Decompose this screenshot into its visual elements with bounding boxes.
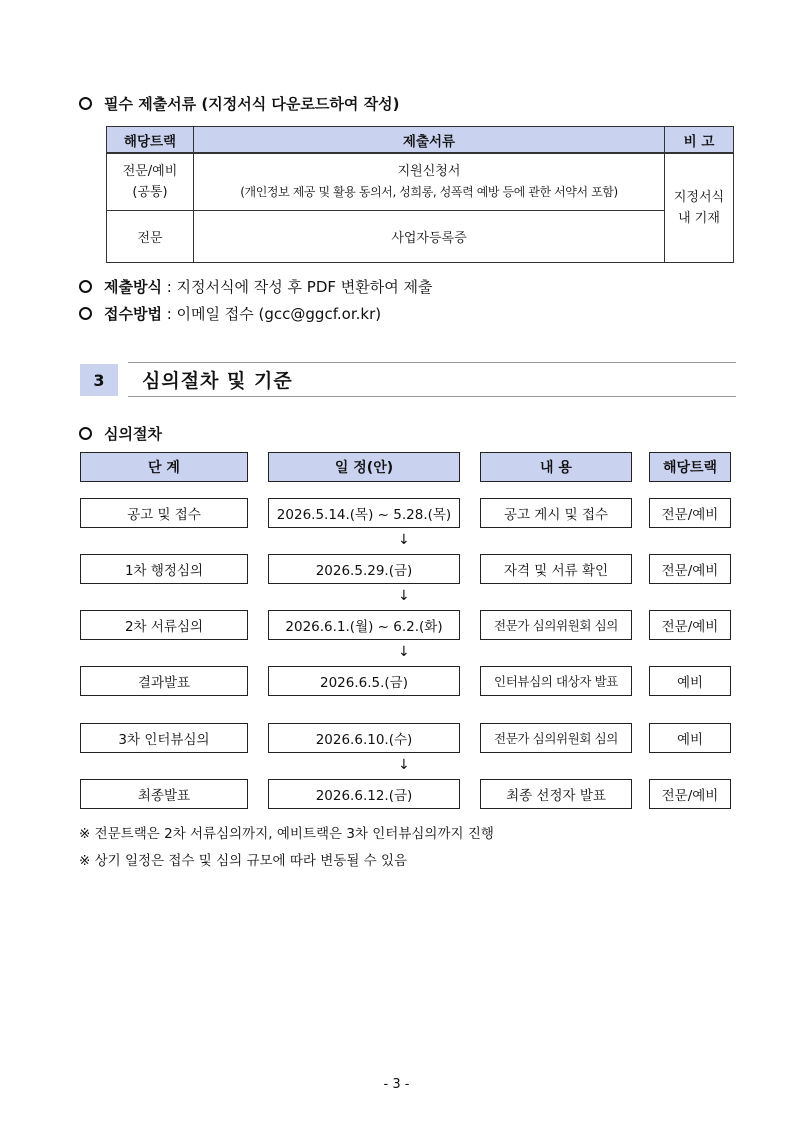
table-row xyxy=(107,153,734,210)
submission-method xyxy=(79,276,432,297)
note-line-1: 지정서식 xyxy=(673,189,725,205)
schedule-box: 2026.6.12.(금) xyxy=(268,779,460,809)
circle-bullet-icon xyxy=(79,97,92,110)
note-cell xyxy=(665,153,734,262)
stage-box: 결과발표 xyxy=(80,666,248,696)
doc-sub-text: (개인정보 제공 및 활용 동의서, 성희롱, 성폭력 예방 등에 관한 서약서 포함) xyxy=(240,184,618,199)
content-box: 공고 게시 및 접수 xyxy=(480,498,632,528)
method-value: : 지정서식에 작성 후 PDF 변환하여 제출 xyxy=(161,278,433,296)
process-note: ※ 상기 일정은 접수 및 심의 규모에 따라 변동될 수 있음 xyxy=(79,853,408,869)
method-label: 제출방식 xyxy=(104,278,162,296)
required-docs-title: 필수 제출서류 (지정서식 다운로드하여 작성) xyxy=(104,95,400,113)
track-cell: 전문 xyxy=(107,210,194,262)
schedule-box: 2026.6.5.(금) xyxy=(268,666,460,696)
required-docs-table xyxy=(106,126,734,263)
track-cell xyxy=(107,153,194,210)
receipt-method xyxy=(79,303,381,324)
circle-bullet-icon xyxy=(79,280,92,293)
header-track: 해당트랙 xyxy=(107,127,194,154)
content-box: 전문가 심의위원회 심의 xyxy=(480,723,632,753)
schedule-box: 2026.5.29.(금) xyxy=(268,554,460,584)
header-note: 비 고 xyxy=(665,127,734,154)
section-bottom-line xyxy=(128,396,736,397)
doc-cell xyxy=(194,153,665,210)
content-box: 전문가 심의위원회 심의 xyxy=(480,610,632,640)
stage-box: 공고 및 접수 xyxy=(80,498,248,528)
page-number: - 3 - xyxy=(383,1077,410,1092)
required-docs-heading xyxy=(79,93,399,114)
down-arrow-icon: ↓ xyxy=(398,588,410,604)
note-line-2: 내 기재 xyxy=(678,210,720,226)
stage-box: 2차 서류심의 xyxy=(80,610,248,640)
content-box: 인터뷰심의 대상자 발표 xyxy=(480,666,632,696)
table-header-row xyxy=(107,127,734,154)
track-box: 전문/예비 xyxy=(649,554,731,584)
header-content: 내 용 xyxy=(480,452,632,482)
doc-text: 지원신청서 xyxy=(397,163,461,179)
table-row xyxy=(107,210,734,262)
schedule-box: 2026.6.10.(수) xyxy=(268,723,460,753)
stage-box: 최종발표 xyxy=(80,779,248,809)
down-arrow-icon: ↓ xyxy=(398,532,410,548)
track-box: 예비 xyxy=(649,666,731,696)
process-note: ※ 전문트랙은 2차 서류심의까지, 예비트랙은 3차 인터뷰심의까지 진행 xyxy=(79,826,494,842)
section-title: 심의절차 및 기준 xyxy=(142,370,293,392)
section-number: 3 xyxy=(80,364,118,396)
track-text: 전문/예비 xyxy=(122,163,178,179)
down-arrow-icon: ↓ xyxy=(398,757,410,773)
circle-bullet-icon xyxy=(79,427,92,440)
receipt-label: 접수방법 xyxy=(104,305,162,323)
process-title: 심의절차 xyxy=(104,425,162,443)
doc-cell: 사업자등록증 xyxy=(194,210,665,262)
track-box: 전문/예비 xyxy=(649,610,731,640)
track-sub-text: (공통) xyxy=(132,184,168,200)
track-box: 전문/예비 xyxy=(649,498,731,528)
process-heading xyxy=(79,423,162,444)
track-box: 예비 xyxy=(649,723,731,753)
track-box: 전문/예비 xyxy=(649,779,731,809)
down-arrow-icon: ↓ xyxy=(398,644,410,660)
content-box: 자격 및 서류 확인 xyxy=(480,554,632,584)
header-schedule: 일 정(안) xyxy=(268,452,460,482)
schedule-box: 2026.5.14.(목) ~ 5.28.(목) xyxy=(268,498,460,528)
content-box: 최종 선정자 발표 xyxy=(480,779,632,809)
schedule-box: 2026.6.1.(월) ~ 6.2.(화) xyxy=(268,610,460,640)
circle-bullet-icon xyxy=(79,307,92,320)
section-top-line xyxy=(128,362,736,363)
header-track: 해당트랙 xyxy=(649,452,731,482)
stage-box: 1차 행정심의 xyxy=(80,554,248,584)
header-docs: 제출서류 xyxy=(194,127,665,154)
receipt-value: : 이메일 접수 (gcc@ggcf.or.kr) xyxy=(161,305,382,323)
header-stage: 단 계 xyxy=(80,452,248,482)
stage-box: 3차 인터뷰심의 xyxy=(80,723,248,753)
